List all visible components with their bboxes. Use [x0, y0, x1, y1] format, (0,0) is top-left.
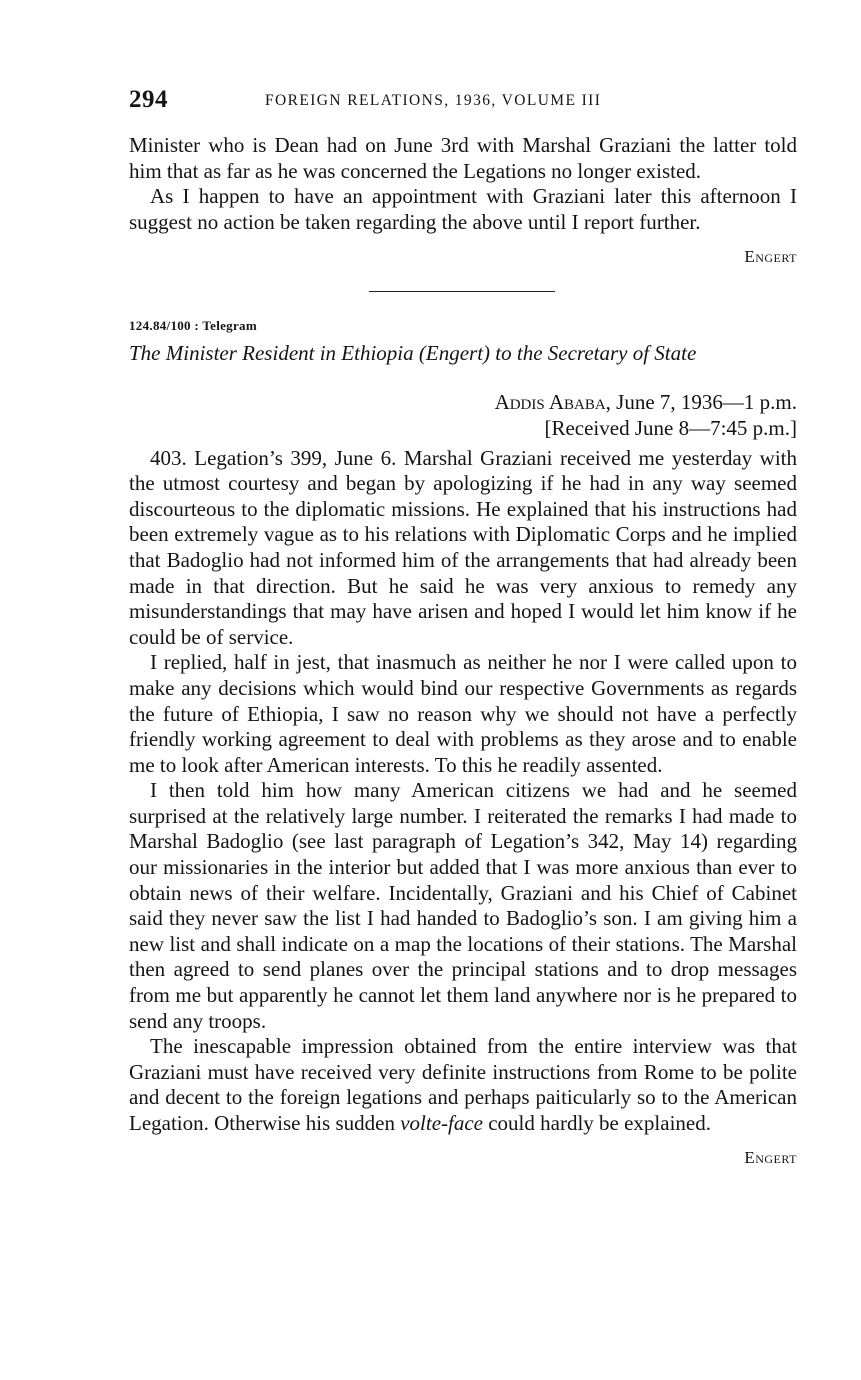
body-paragraph — [129, 1034, 797, 1136]
page-number: 294 — [129, 86, 168, 113]
running-head — [129, 86, 797, 116]
file-reference: 124.84/100 : Telegram — [129, 318, 257, 334]
paragraph-text: could hardly be explained. — [482, 1111, 711, 1135]
heading-sender-name: Engert — [425, 341, 484, 366]
body-paragraph: I replied, half in jest, that inasmuch as neither he nor I were called upon to make any decisions which would bind our respective Governments as regards the future of Ethiopia, I saw no reason why we should not have a perfectly friendly working agreement to deal with problems as they arose and to enable me to look after American interests. To this he readily assented. — [129, 650, 797, 777]
body-paragraph: I then told him how many American citizens we had and he seemed surprised at the relatively large number. I reiterated the remarks I had made to Marshal Badoglio (see last paragraph of Legation’s 342, May 14) regarding our missionaries in the interior but added that I was more anxious than ever to obtain news of their welfare. Incidentally, Graziani and his Chief of Cabinet said they never saw the list I had handed to Badoglio’s son. I am giving him a new list and shall indicate on a map the locations of their stations. The Marshal then agreed to send planes over the principal stations and to drop messages from me but apparently he cannot let them land anywhere nor is he prepared to send any troops. — [129, 778, 797, 1033]
received-line: [Received June 8—7:45 p.m.] — [544, 415, 797, 440]
heading-text: ) to the Secretary of State — [483, 341, 697, 366]
dateline — [129, 390, 797, 416]
continuation-paragraph: As I happen to have an appointment with Graziani later this afternoon I suggest no action be taken regarding the above until I report further. — [129, 184, 797, 234]
heading-text: The Minister Resident in Ethiopia ( — [129, 341, 426, 366]
signature: Engert — [744, 247, 797, 267]
continuation-paragraph: Minister who is Dean had on June 3rd with Marshal Graziani the latter told him that as far as he was concerned the Legations no longer existed. — [129, 133, 797, 183]
paragraph-text: The inescapable impression obtained from the entire interview was that Graziani must have received very definite instructions from Rome to be polite and decent to the foreign legations and perhaps paiticularly so to the American Legation. Otherwise his sudden — [129, 1034, 797, 1135]
document-page — [129, 86, 797, 1170]
body-paragraph: 403. Legation’s 399, June 6. Marshal Graziani received me yesterday with the utmost courtesy and began by apologizing if he had in any way seemed discourteous to the diplomatic missions. He explained that his instructions had been extremely vague as to his relations with Diplomatic Corps and he implied that Badoglio had not informed him of the arrangements that had already been made in that direction. But he said he was very anxious to remedy any misunderstandings that may have arisen and hoped I would let him know if he could be of service. — [129, 445, 797, 649]
running-title: FOREIGN RELATIONS, 1936, VOLUME III — [265, 92, 602, 109]
dateline-date: , June 7, 1936—1 p.m. — [605, 390, 797, 415]
dateline-place: Addis Ababa — [494, 390, 606, 415]
section-divider — [369, 291, 555, 292]
signature: Engert — [744, 1147, 797, 1167]
telegram-body — [129, 446, 797, 1137]
italic-phrase: volte-face — [400, 1111, 483, 1135]
document-heading — [129, 340, 797, 366]
